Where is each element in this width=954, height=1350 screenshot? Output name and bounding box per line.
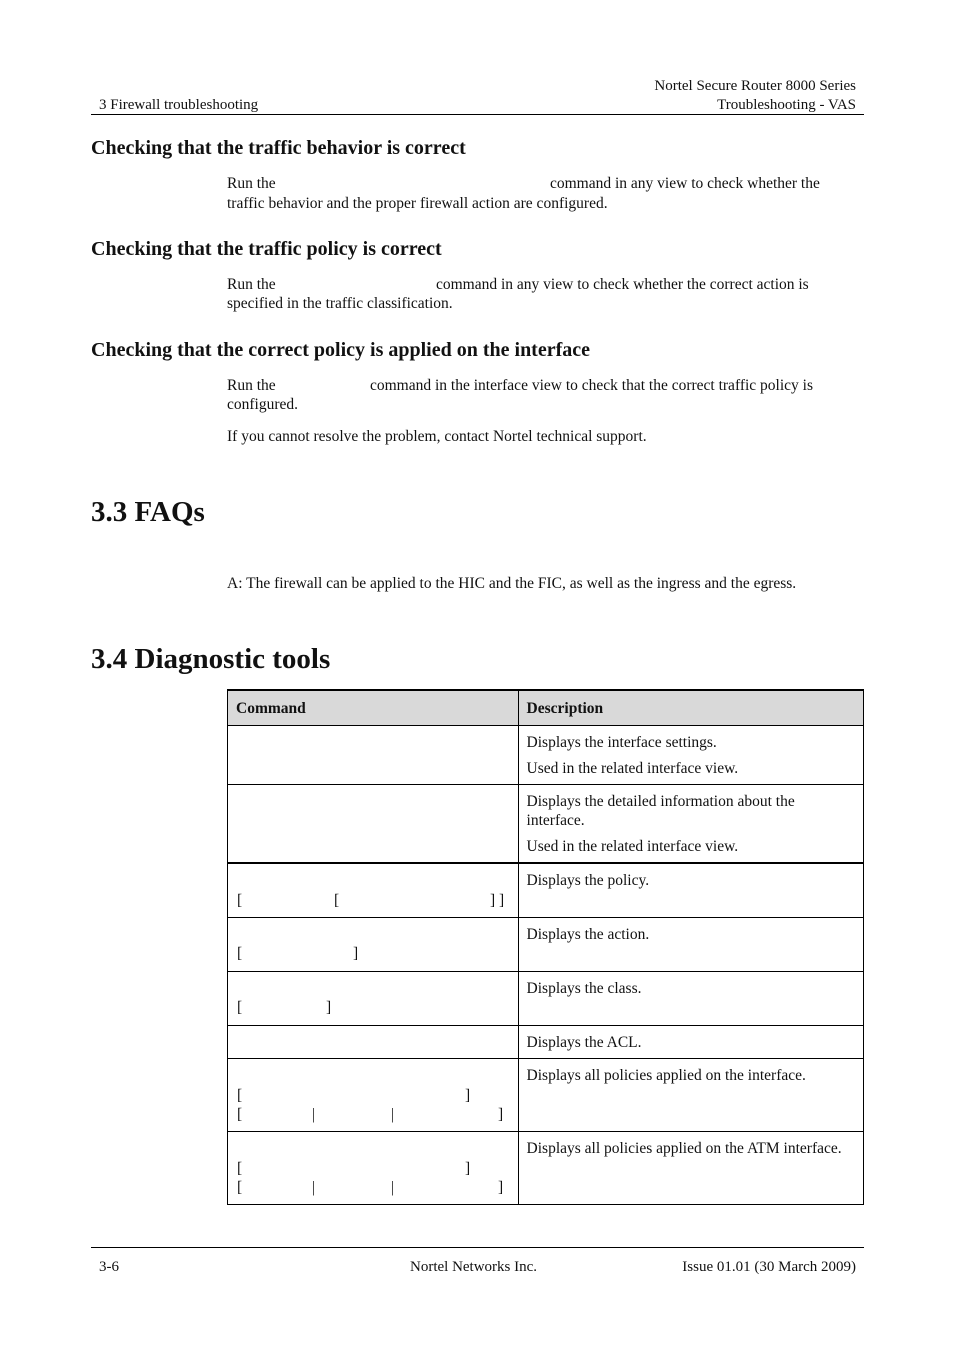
description-text: Displays the policy. bbox=[526, 871, 650, 889]
table-row bbox=[228, 785, 864, 863]
command-cell bbox=[228, 1058, 519, 1131]
command-separator: | bbox=[312, 1178, 316, 1196]
description-text: Displays all policies applied on the interface. bbox=[526, 1066, 806, 1084]
command-separator: | bbox=[312, 1105, 316, 1123]
interface-text-after: command in the interface view to check that the correct traffic policy is bbox=[370, 377, 813, 394]
table-row bbox=[228, 863, 864, 918]
description-cell bbox=[518, 863, 863, 918]
section-title-policy: Checking that the traffic policy is correct bbox=[91, 238, 442, 260]
header-right-line2: Troubleshooting - VAS bbox=[717, 97, 856, 113]
description-cell bbox=[518, 785, 863, 863]
description-cell bbox=[518, 1131, 863, 1204]
support-note: If you cannot resolve the problem, contact Nortel technical support. bbox=[227, 428, 647, 445]
description-cell bbox=[518, 726, 863, 785]
header-rule bbox=[91, 114, 864, 115]
footer-issue: Issue 01.01 (30 March 2009) bbox=[682, 1259, 856, 1275]
table-row bbox=[228, 1025, 864, 1058]
description-note: Used in the related interface view. bbox=[526, 838, 739, 855]
header-right-line1: Nortel Secure Router 8000 Series bbox=[654, 78, 856, 94]
command-bracket: [ bbox=[237, 1178, 243, 1196]
description-note: Used in the related interface view. bbox=[526, 760, 739, 777]
behavior-text-after: command in any view to check whether the bbox=[550, 175, 820, 192]
description-text: Displays the action. bbox=[526, 925, 650, 943]
description-text: Displays all policies applied on the ATM interface. bbox=[526, 1139, 842, 1157]
command-bracket: ] bbox=[498, 1178, 504, 1196]
description-text: Displays the ACL. bbox=[526, 1033, 642, 1051]
table-row bbox=[228, 971, 864, 1025]
command-bracket: ] bbox=[353, 944, 359, 962]
column-header-command: Command bbox=[228, 690, 519, 726]
description-cell bbox=[518, 971, 863, 1025]
table-header-row bbox=[228, 690, 864, 726]
description-cell bbox=[518, 1025, 863, 1058]
diagnostic-title: 3.4 Diagnostic tools bbox=[91, 643, 331, 675]
command-cell bbox=[228, 971, 519, 1025]
description-text: Displays the detailed information about the interface. bbox=[526, 793, 795, 829]
faqs-title: 3.3 FAQs bbox=[91, 496, 205, 528]
faq-answer: A: The firewall can be applied to the HIC and the FIC, as well as the ingress and the egress. bbox=[227, 575, 797, 592]
interface-line2: configured. bbox=[227, 396, 299, 413]
table-row bbox=[228, 917, 864, 971]
command-separator: | bbox=[391, 1178, 395, 1196]
command-bracket: [ bbox=[237, 1105, 243, 1123]
description-text: Displays the interface settings. bbox=[526, 734, 717, 751]
table-row bbox=[228, 1131, 864, 1204]
description-cell bbox=[518, 917, 863, 971]
behavior-line2: traffic behavior and the proper firewall action are configured. bbox=[227, 195, 608, 212]
command-cell bbox=[228, 917, 519, 971]
command-bracket: [ bbox=[237, 944, 243, 962]
section-title-interface: Checking that the correct policy is applied on the interface bbox=[91, 339, 591, 361]
description-text: Displays the class. bbox=[526, 979, 642, 997]
command-bracket: ] ] bbox=[490, 891, 505, 909]
command-cell bbox=[228, 863, 519, 918]
behavior-run-the: Run the bbox=[227, 175, 276, 192]
table-row bbox=[228, 726, 864, 785]
command-bracket: [ bbox=[237, 998, 243, 1016]
command-cell bbox=[228, 1025, 519, 1058]
command-cell bbox=[228, 785, 519, 863]
policy-text-after: command in any view to check whether the correct action is bbox=[436, 276, 809, 293]
command-bracket: ] bbox=[498, 1105, 504, 1123]
description-cell bbox=[518, 1058, 863, 1131]
interface-run-the: Run the bbox=[227, 377, 276, 394]
footer-company: Nortel Networks Inc. bbox=[410, 1259, 538, 1275]
command-separator: | bbox=[391, 1105, 395, 1123]
diagnostic-table bbox=[227, 689, 864, 1205]
command-bracket: [ bbox=[237, 891, 243, 909]
footer-page-number: 3-6 bbox=[99, 1259, 119, 1275]
command-bracket: ] bbox=[465, 1086, 471, 1104]
command-bracket: [ bbox=[237, 1159, 243, 1177]
table-row bbox=[228, 1058, 864, 1131]
footer-rule bbox=[91, 1247, 864, 1248]
command-cell bbox=[228, 726, 519, 785]
column-header-description: Description bbox=[518, 690, 863, 726]
section-title-behavior: Checking that the traffic behavior is correct bbox=[91, 137, 466, 159]
policy-run-the: Run the bbox=[227, 276, 276, 293]
command-bracket: ] bbox=[465, 1159, 471, 1177]
command-bracket: [ bbox=[334, 891, 340, 909]
header-left: 3 Firewall troubleshooting bbox=[99, 97, 259, 113]
command-cell bbox=[228, 1131, 519, 1204]
command-bracket: ] bbox=[326, 998, 332, 1016]
policy-line2: specified in the traffic classification. bbox=[227, 295, 453, 312]
command-bracket: [ bbox=[237, 1086, 243, 1104]
